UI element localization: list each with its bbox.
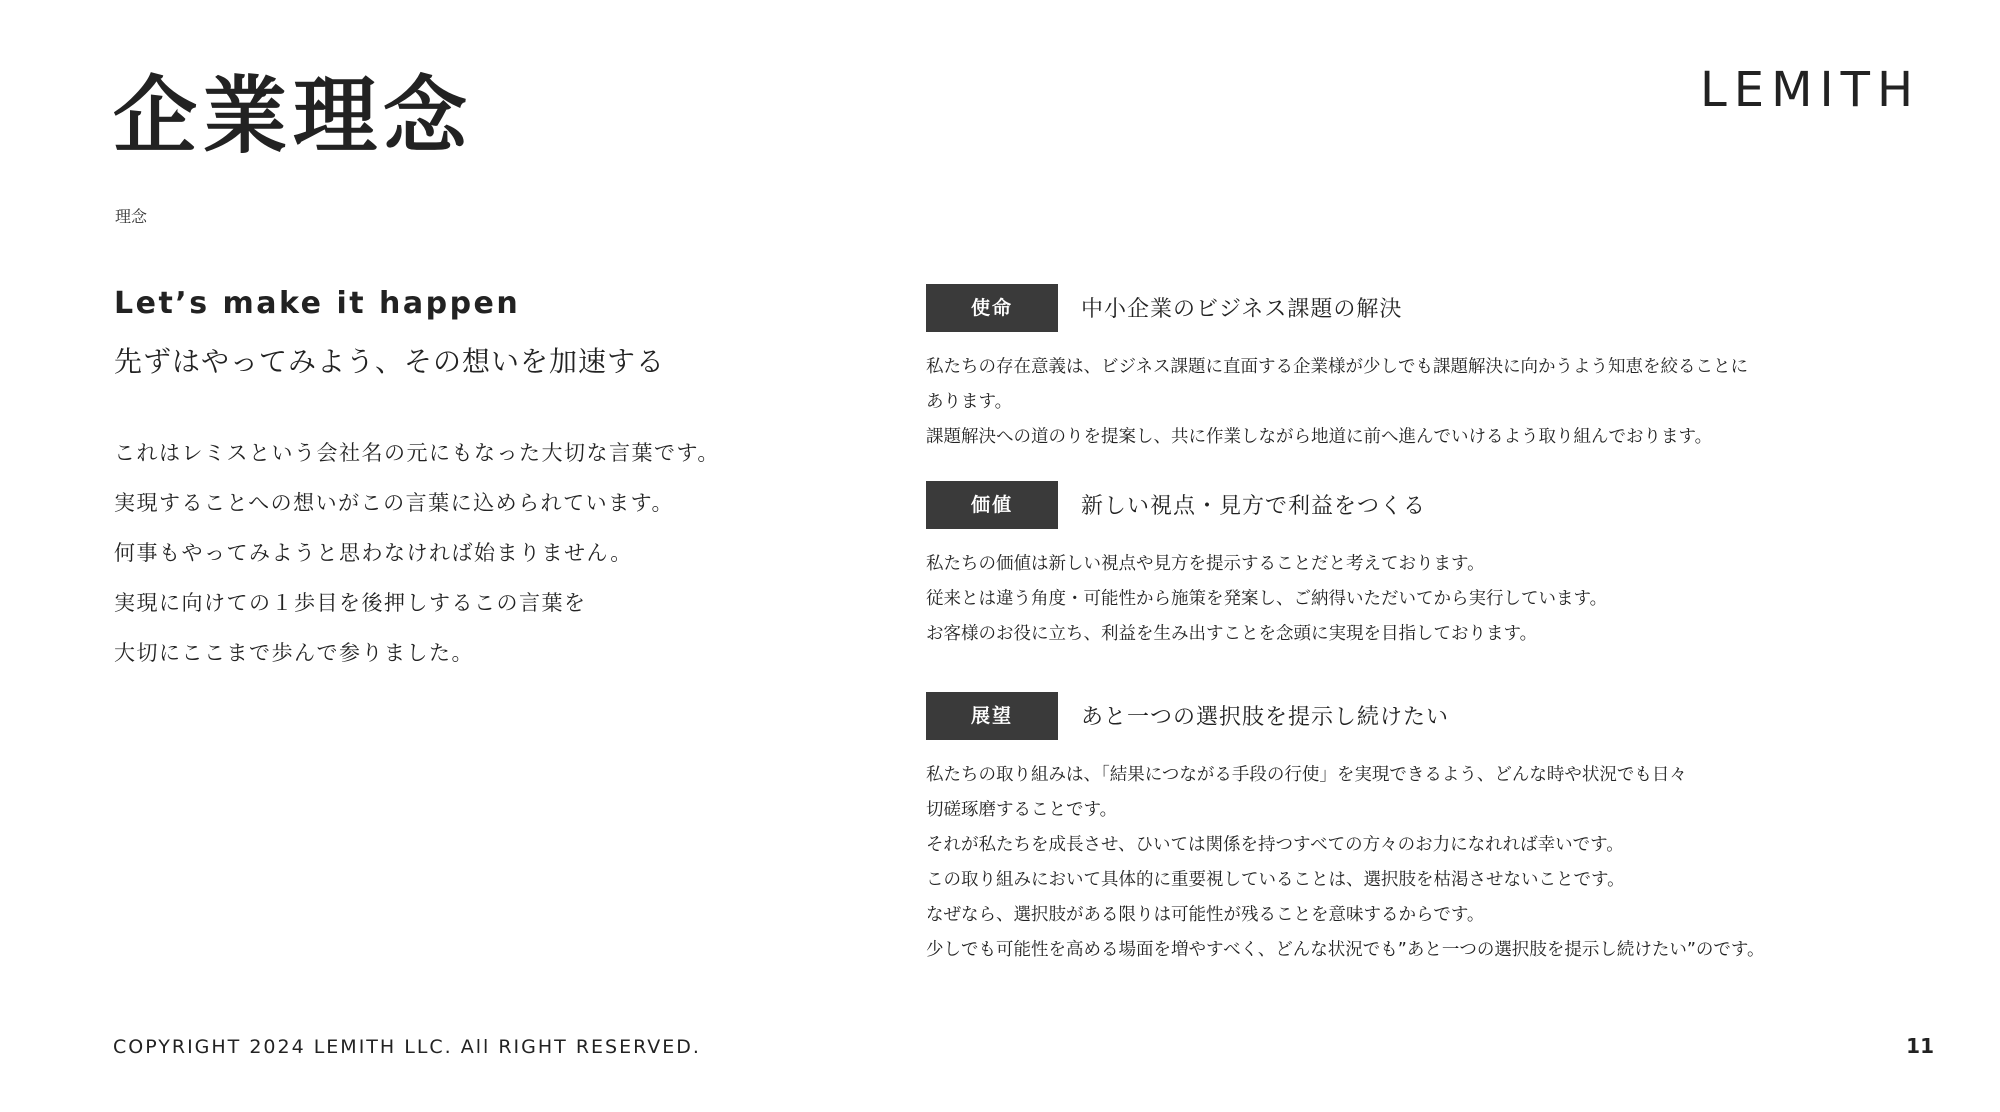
pillar-body [926, 758, 1946, 968]
intro-line: 実現することへの想いがこの言葉に込められています。 [114, 491, 674, 515]
pillar-line: 私たちの存在意義は、ビジネス課題に直面する企業様が少しでも課題解決に向かうよう知恵を絞ることに [926, 357, 1748, 377]
intro-line: 何事もやってみようと思わなければ始まりません。 [114, 541, 633, 565]
philosophy-intro [114, 436, 834, 686]
pillar-line: 課題解決への道のりを提案し、共に作業しながら地道に前へ進んでいけるよう取り組んでおります。 [926, 427, 1713, 447]
pillar-line: なぜなら、選択肢がある限りは可能性が残ることを意味するからです。 [926, 905, 1485, 925]
pillar-title: あと一つの選択肢を提示し続けたい [1081, 705, 1450, 730]
intro-line: 実現に向けての１歩目を後押しするこの言葉を [114, 591, 587, 615]
pillar-value [926, 481, 1946, 652]
pillar-vision [926, 692, 1946, 968]
pillar-header [926, 481, 1946, 531]
pillar-line: それが私たちを成長させ、ひいては関係を持つすべての方々のお力になれれば幸いです。 [926, 835, 1624, 855]
pillar-mission [926, 284, 1946, 455]
pillar-header [926, 284, 1946, 334]
pillar-line: 私たちの価値は新しい視点や見方を提示することだと考えております。 [926, 554, 1485, 574]
pillar-line: この取り組みにおいて具体的に重要視していることは、選択肢を枯渇させないことです。 [926, 870, 1625, 890]
section-label: 理念 [115, 207, 148, 226]
pillar-line: あります。 [926, 392, 1013, 412]
intro-line: 大切にここまで歩んで参りました。 [114, 641, 474, 665]
pillar-tag: 価値 [926, 481, 1058, 529]
pillar-header [926, 692, 1946, 742]
brand-logo: LEMITH [1700, 62, 1921, 118]
pillar-line: 従来とは違う角度・可能性から施策を発案し、ご納得いただいてから実行しています。 [926, 589, 1608, 609]
pillar-title: 新しい視点・見方で利益をつくる [1081, 494, 1427, 519]
intro-line: これはレミスという会社名の元にもなった大切な言葉です。 [114, 441, 720, 465]
pillar-line: お客様のお役に立ち、利益を生み出すことを念頭に実現を目指しております。 [926, 624, 1538, 644]
pillar-tag: 使命 [926, 284, 1058, 332]
page-number: 11 [1906, 1034, 1934, 1058]
copyright-notice: COPYRIGHT 2024 LEMITH LLC. All RIGHT RESERVED. [113, 1036, 701, 1058]
page-title: 企業理念 [113, 67, 474, 165]
tagline-english: Let’s make it happen [114, 286, 521, 321]
pillar-line: 少しでも可能性を高める場面を増やすべく、どんな状況でも”あと一つの選択肢を提示し続けたい”のです。 [926, 940, 1765, 960]
pillar-tag: 展望 [926, 692, 1058, 740]
pillar-line: 切磋琢磨することです。 [926, 800, 1118, 820]
pillar-line: 私たちの取り組みは、「結果につながる手段の行使」を実現できるよう、どんな時や状況でも日々 [926, 765, 1687, 785]
pillar-body [926, 350, 1946, 455]
pillar-body [926, 547, 1946, 652]
pillar-title: 中小企業のビジネス課題の解決 [1081, 297, 1403, 322]
tagline-japanese: 先ずはやってみよう、その想いを加速する [114, 345, 666, 378]
